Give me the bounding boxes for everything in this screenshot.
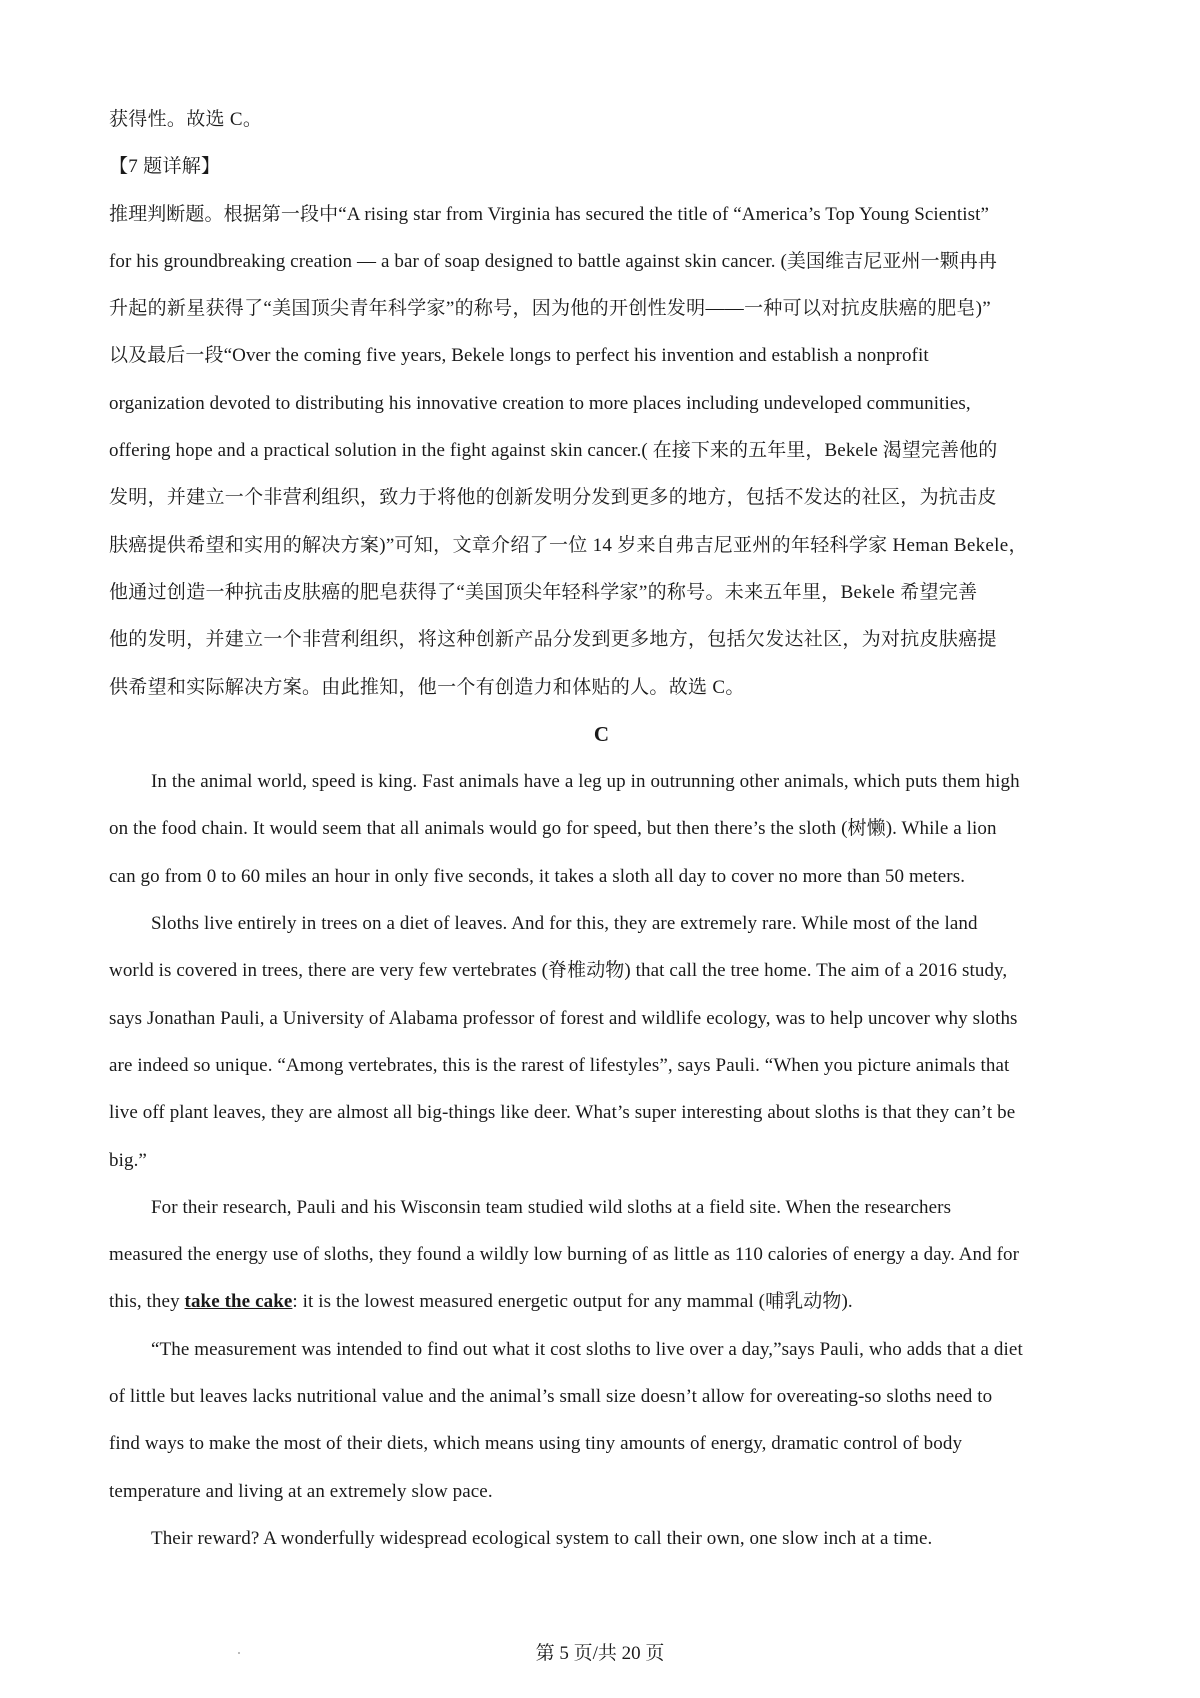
text-line: on the food chain. It would seem that all animals would go for speed, but then there’s the sloth (树懒). While a lion xyxy=(109,818,997,840)
paragraph-2 xyxy=(109,900,1094,1184)
text-line: can go from 0 to 60 miles an hour in only five seconds, it takes a sloth all day to cover no more than 50 meters. xyxy=(109,865,966,887)
text-line: 获得性。故选 C。 xyxy=(109,109,263,130)
reading-passage xyxy=(109,758,1094,1562)
text-fragment: : it is the lowest measured energetic output for any mammal (哺乳动物). xyxy=(292,1291,853,1313)
text-line: 升起的新星获得了“美国顶尖青年科学家”的称号，因为他的开创性发明——一种可以对抗皮肤癌的肥皂)” xyxy=(109,298,992,320)
section-heading: C xyxy=(593,721,610,746)
text-line: Their reward? A wonderfully widespread ecological system to call their own, one slow inch at a time. xyxy=(151,1527,933,1549)
text-line: In the animal world, speed is king. Fast animals have a leg up in outrunning other animals, which puts them high xyxy=(151,771,1020,793)
document-page xyxy=(109,96,1094,1562)
text-line: are indeed so unique. “Among vertebrates, this is the rarest of lifestyles”, says Pauli. “When you picture animals that xyxy=(109,1054,1010,1076)
text-line: offering hope and a practical solution in the fight against skin cancer.( 在接下来的五年里，Bekele 渴望完善他的 xyxy=(109,440,998,462)
paragraph-5 xyxy=(109,1515,1094,1562)
text-line: find ways to make the most of their diets, which means using tiny amounts of energy, dramatic control of body xyxy=(109,1433,963,1455)
text-line xyxy=(109,1278,1094,1325)
text-line: 他通过创造一种抗击皮肤癌的肥皂获得了“美国顶尖年轻科学家”的称号。未来五年里，Bekele 希望完善 xyxy=(109,581,978,603)
text-line: organization devoted to distributing his innovative creation to more places including undeveloped communities, xyxy=(109,392,971,414)
text-line: for his groundbreaking creation — a bar of soap designed to battle against skin cancer. (美国维吉尼亚州一颗冉冉 xyxy=(109,250,998,272)
text-fragment: this, they xyxy=(109,1291,185,1313)
text-line: 以及最后一段“Over the coming five years, Bekele longs to perfect his invention and establish a nonprofit xyxy=(109,345,929,367)
text-line: 他的发明，并建立一个非营利组织，将这种创新产品分发到更多地方，包括欠发达社区，为对抗皮肤癌提 xyxy=(109,629,997,651)
answer-explanation xyxy=(109,96,1094,711)
text-line: big.” xyxy=(109,1149,147,1171)
paragraph-1 xyxy=(109,758,1094,900)
paragraph-4 xyxy=(109,1326,1094,1515)
text-line: world is covered in trees, there are very few vertebrates (脊椎动物) that call the tree home. The aim of a 2016 study, xyxy=(109,960,1008,982)
text-line: measured the energy use of sloths, they found a wildly low burning of as little as 110 calories of energy a day. And for xyxy=(109,1244,1020,1266)
text-line: 发明，并建立一个非营利组织，致力于将他的创新发明分发到更多的地方，包括不发达的社区，为抗击皮 xyxy=(109,487,997,509)
text-line: of little but leaves lacks nutritional value and the animal’s small size doesn’t allow for overeating-so sloths need to xyxy=(109,1386,993,1408)
page-number: 第 5 页/共 20 页 xyxy=(535,1643,665,1664)
text-line: says Jonathan Pauli, a University of Alabama professor of forest and wildlife ecology, was to help uncover why sloths xyxy=(109,1007,1018,1029)
question-7-heading: 【7 题详解】 xyxy=(109,156,221,178)
text-line: 肤癌提供希望和实用的解决方案)”可知，文章介绍了一位 14 岁来自弗吉尼亚州的年轻科学家 Heman Bekele， xyxy=(109,534,1028,556)
text-line: temperature and living at an extremely slow pace. xyxy=(109,1480,493,1502)
text-line: 供希望和实际解决方案。由此推知，他一个有创造力和体贴的人。故选 C。 xyxy=(109,676,745,698)
key-phrase-underlined: take the cake xyxy=(184,1291,293,1313)
text-line: live off plant leaves, they are almost all big-things like deer. What’s super interesting about sloths is that they can’t be xyxy=(109,1102,1016,1124)
paragraph-3 xyxy=(109,1184,1094,1326)
text-line: For their research, Pauli and his Wisconsin team studied wild sloths at a field site. When the researchers xyxy=(151,1196,952,1218)
text-line: Sloths live entirely in trees on a diet of leaves. And for this, they are extremely rare. While most of the land xyxy=(151,913,978,935)
text-line: 推理判断题。根据第一段中“A rising star from Virginia has secured the title of “America’s Top Young Scientist” xyxy=(109,203,990,225)
text-line: “The measurement was intended to find out what it cost sloths to live over a day,”says Pauli, who adds that a diet xyxy=(151,1338,1023,1360)
